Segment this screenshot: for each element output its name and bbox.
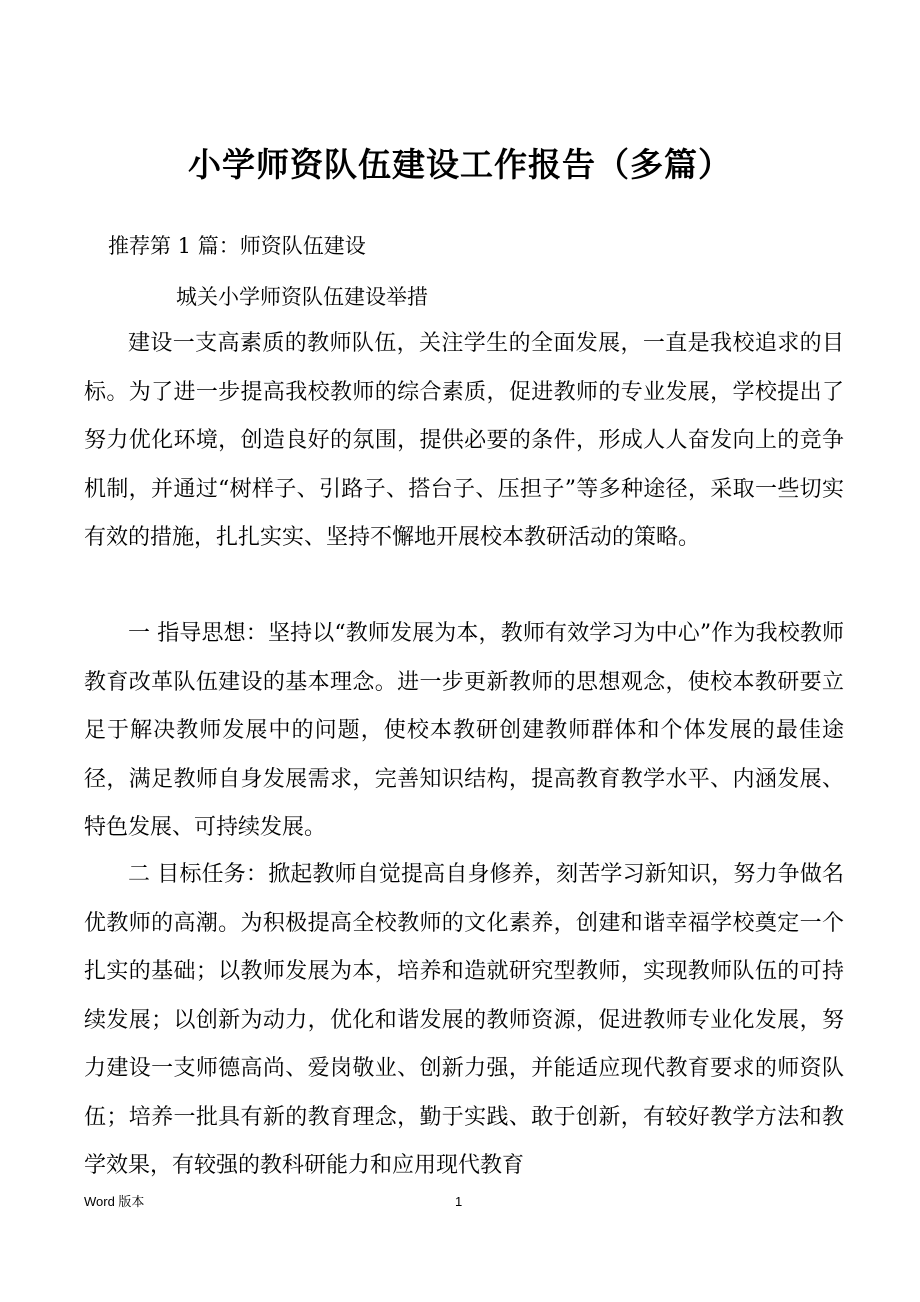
article-subtitle: 城关小学师资队伍建设举措 [176,285,428,309]
body-paragraph-guiding-ideology: 一 指导思想：坚持以“教师发展为本，教师有效学习为中心”作为我校教师教育改革队伍建设的基本理念。进一步更新教师的思想观念，使校本教研要立足于解决教师发展中的问题，使校本教研创建教师群体和个体发展的最佳途径，满足教师自身发展需求，完善知识结构，提高教育教学水平、内涵发展、特色发展、可持续发展。 [84,621,844,840]
body-paragraph-goals: 二 目标任务：掀起教师自觉提高自身修养，刻苦学习新知识，努力争做名优教师的高潮。为积极提高全校教师的文化素养，创建和谐幸福学校奠定一个扎实的基础；以教师发展为本，培养和造就研究型教师，实现教师队伍的可持续发展；以创新为动力，优化和谐发展的教师资源，促进教师专业化发展，努力建设一支师德高尚、爱岗敬业、创新力强，并能适应现代教育要求的师资队伍；培养一批具有新的教育理念，勤于实践、敢于创新，有较好教学方法和教学效果，有较强的教科研能力和应用现代教育 [84,862,844,1178]
body-paragraph-intro: 建设一支高素质的教师队伍，关注学生的全面发展，一直是我校追求的目标。为了进一步提高我校教师的综合素质，促进教师的专业发展，学校提出了努力优化环境，创造良好的氛围，提供必要的条件，形成人人奋发向上的竞争机制，并通过“树样子、引路子、搭台子、压担子”等多种途径，采取一些切实有效的措施，扎扎实实、坚持不懈地开展校本教研活动的策略。 [84,331,844,550]
document-title: 小学师资队伍建设工作报告（多篇） [188,145,732,184]
article-heading: 推荐第 1 篇：师资队伍建设 [108,234,366,258]
footer-version-label: Word 版本 [84,1194,145,1209]
footer-page-number: 1 [455,1194,463,1209]
